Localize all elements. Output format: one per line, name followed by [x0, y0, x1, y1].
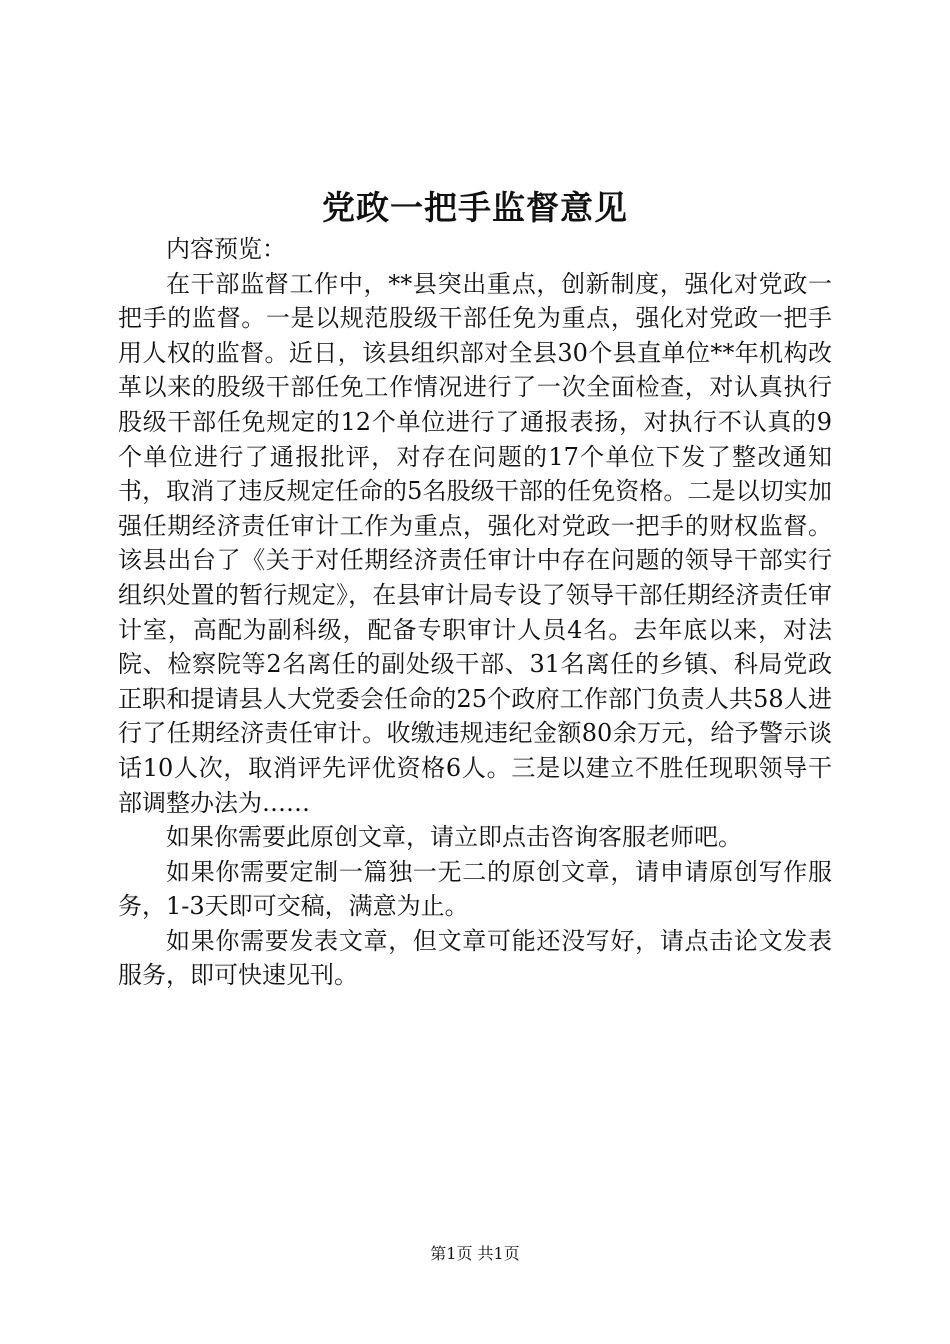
preview-label: 内容预览： — [166, 235, 286, 263]
page-footer: 第1页 共1页 — [430, 1244, 520, 1263]
document-title: 党政一把手监督意见 — [322, 188, 628, 227]
notice-paragraph-2: 如果你需要定制一篇独一无二的原创文章，请申请原创写作服务，1-3天即可交稿，满意为止。 — [118, 857, 832, 921]
notice-paragraph-1: 如果你需要此原创文章，请立即点击咨询客服老师吧。 — [166, 823, 742, 852]
notice-paragraph-3: 如果你需要发表文章，但文章可能还没写好，请点击论文发表服务，即可快速见刊。 — [118, 926, 832, 990]
document-body — [118, 232, 832, 993]
main-paragraph: 在干部监督工作中，**县突出重点，创新制度，强化对党政一把手的监督。一是以规范股级干部任免为重点，强化对党政一把手用人权的监督。近日，该县组织部对全县30个县直单位**年机构改革以来的股级干部任免工作情况进行了一次全面检查，对认真执行股级干部任免规定的12个单位进行了通报表扬，对执行不认真的9个单位进行了通报批评，对存在问题的17个单位下发了整改通知书，取消了违反规定任命的5名股级干部的任免资格。二是以切实加强任期经济责任审计工作为重点，强化对党政一把手的财权监督。该县出台了《关于对任期经济责任审计中存在问题的领导干部实行组织处置的暂行规定》，在县审计局专设了领导干部任期经济责任审计室，高配为副科级，配备专职审计人员4名。去年底以来，对法院、检察院等2名离任的副处级干部、31名离任的乡镇、科局党政正职和提请县人大党委会任命的25个政府工作部门负责人共58人进行了任期经济责任审计。收缴违规违纪金额80余万元，给予警示谈话10人次，取消评先评优资格6人。三是以建立不胜任现职领导干部调整办法为…… — [118, 269, 832, 817]
